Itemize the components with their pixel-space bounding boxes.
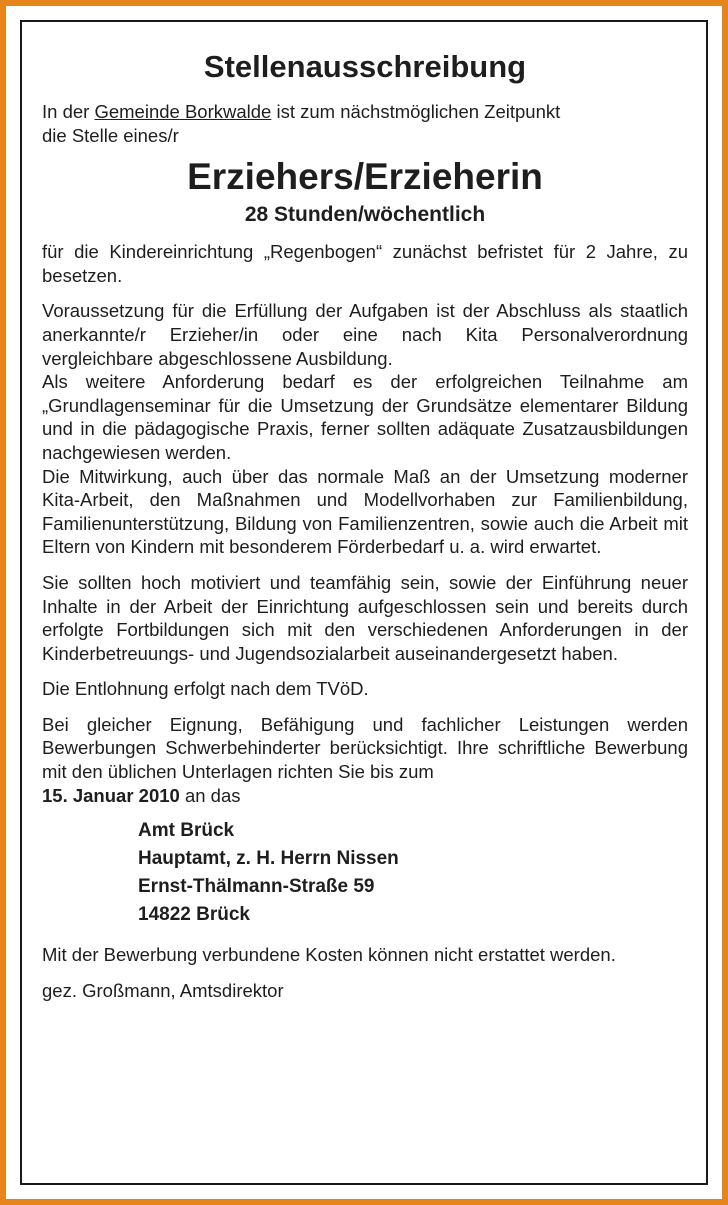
address-line-4: 14822 Brück (138, 904, 250, 926)
municipality-name: Gemeinde Borkwalde (94, 101, 272, 122)
application-deadline: 15. Januar 2010 (42, 784, 180, 806)
intro-pre: In der (42, 101, 95, 122)
address-line-3: Ernst-Thälmann-Straße 59 (138, 876, 375, 898)
intro-post: ist zum nächstmöglichen Zeitpunkt (271, 101, 561, 122)
signature: gez. Großmann, Amtsdirektor (42, 979, 284, 1001)
ad-box (20, 20, 708, 1185)
paragraph-participation: Die Mitwirkung, auch über das normale Maß an der Umsetzung moderner Kita-Arbeit, den Maßnahmen und Modellvorhaben zur Familienbildung, Familienunterstützung, Bildung von Familienzentren, sowie auch die Arbeit mit Eltern von Kindern mit besonderem Förderbedarf u. a. wird erwartet. (42, 465, 688, 558)
ad-title: Stellenausschreibung (203, 49, 527, 84)
paragraph-further-requirements: Als weitere Anforderung bedarf es der erfolgreichen Teilnahme am „Grundlagenseminar für die Umsetzung der Grundsätze elementarer Bildung und in die pädagogische Praxis, ferner sollten adäquate Zusatzausbildungen nachgewiesen werden. (42, 371, 688, 463)
intro-line-2: die Stelle eines/r (42, 124, 179, 146)
paragraph-costs: Mit der Bewerbung verbundene Kosten können nicht erstattet werden. (42, 944, 616, 966)
paragraph-facility: für die Kindereinrichtung „Regenbogen“ zunächst befristet für 2 Jahre, zu besetzen. (42, 241, 688, 286)
address-line-1: Amt Brück (138, 820, 235, 842)
paragraph-requirements: Voraussetzung für die Erfüllung der Aufgaben ist der Abschluss als staatlich anerkannte/r Erzieher/in oder eine nach Kita Personalverordnung vergleichbare abgeschlossene Ausbildung. (42, 300, 688, 369)
paragraph-salary: Die Entlohnung erfolgt nach dem TVöD. (42, 678, 369, 700)
weekly-hours: 28 Stunden/wöchentlich (244, 203, 486, 227)
deadline-suffix: an das (179, 784, 241, 806)
intro-line (42, 100, 688, 124)
paragraph-motivation: Sie sollten hoch motiviert und teamfähig sein, sowie der Einführung neuer Inhalte in der Arbeit der Einrichtung aufgeschlossen sein und bereits durch erfolgte Fortbildungen sich mit den verschiedenen Anforderungen in der Kinderbetreuungs- und Jugendsozialarbeit auseinandergesetzt haben. (42, 571, 688, 664)
job-title: Erziehers/Erzieherin (187, 156, 543, 198)
paragraph-application (42, 713, 688, 807)
orange-frame (6, 6, 722, 1199)
application-text: Bei gleicher Eignung, Befähigung und fachlicher Leistungen werden Bewerbungen Schwerbehinderter berücksichtigt. Ihre schriftliche Bewerbung mit den üblichen Unterlagen richten Sie bis zum (42, 713, 688, 783)
postal-address (138, 817, 688, 929)
ad-content (42, 48, 688, 1002)
address-line-2: Hauptamt, z. H. Herrn Nissen (138, 848, 399, 870)
